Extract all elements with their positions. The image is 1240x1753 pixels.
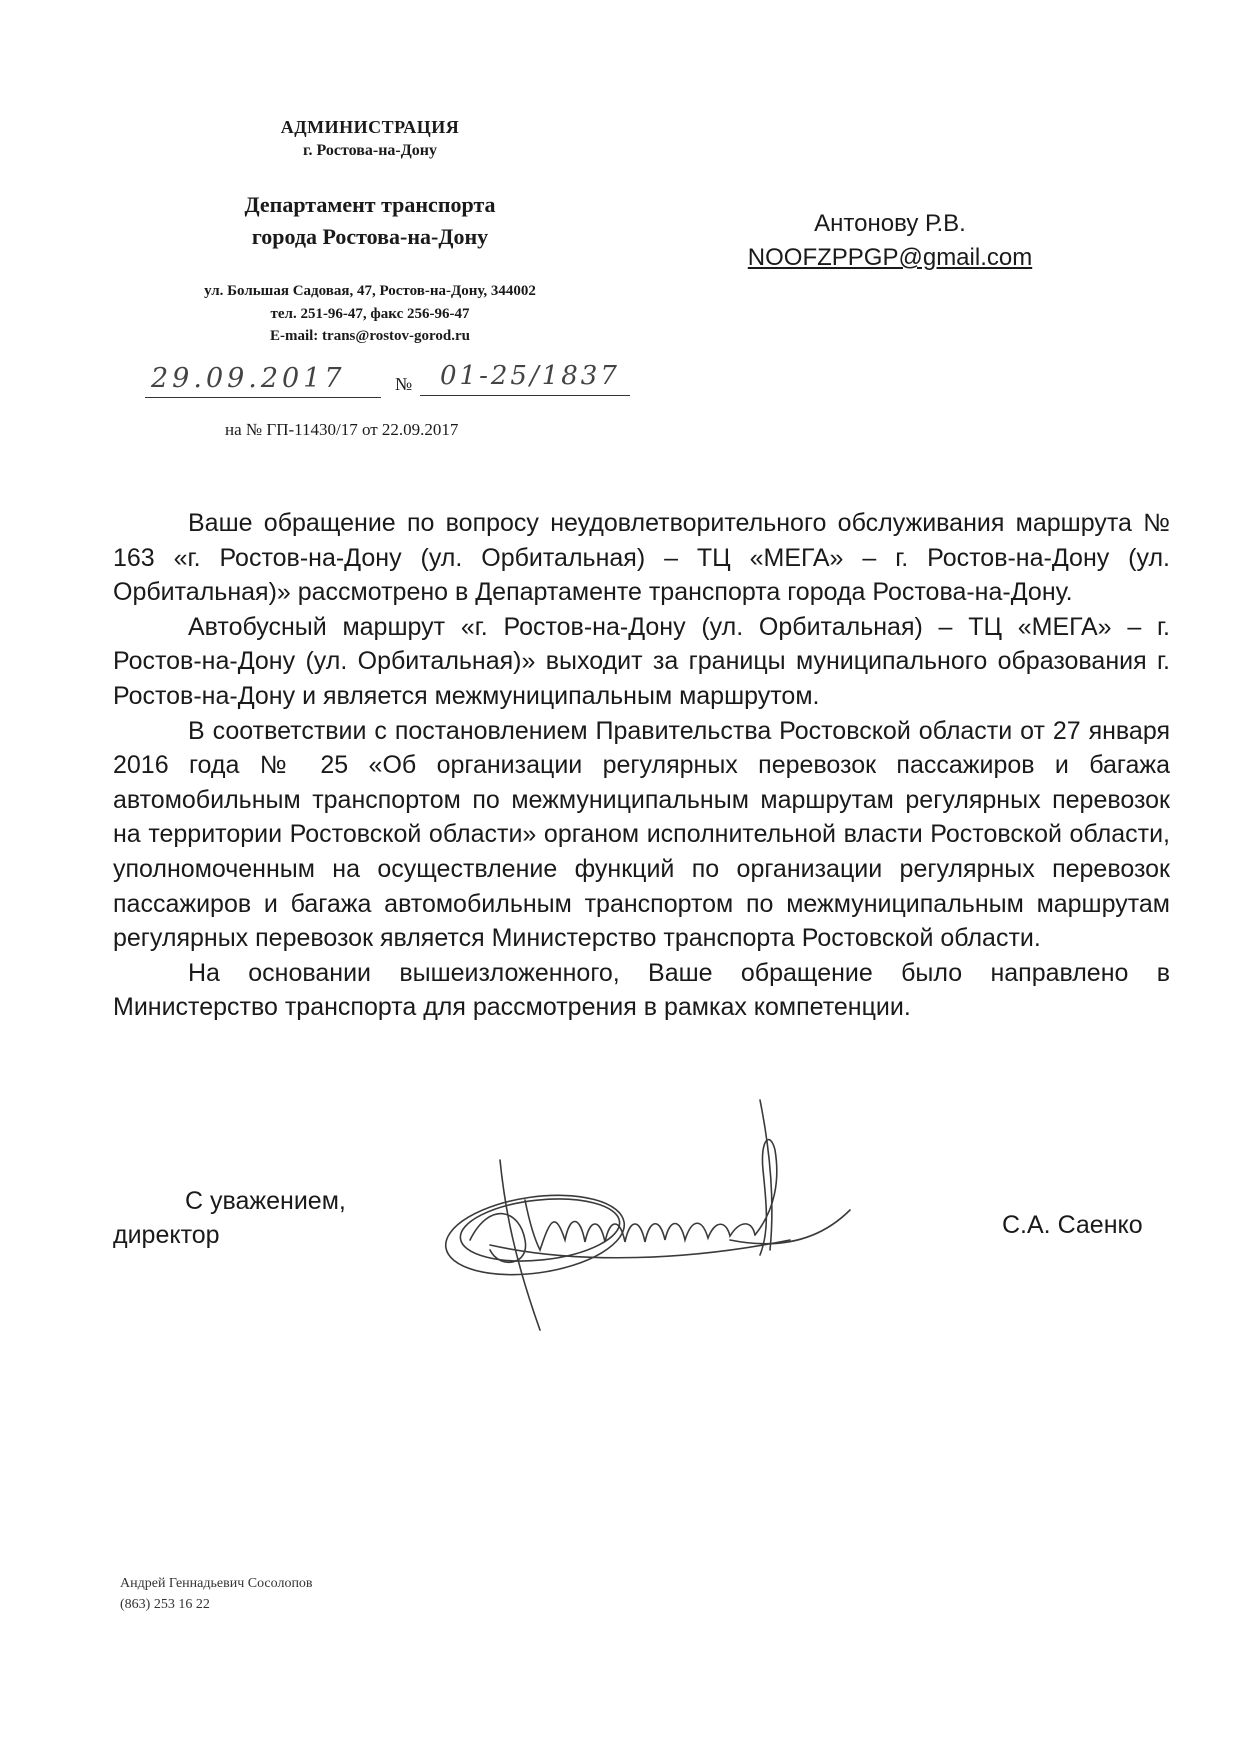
- letterhead-city: г. Ростова-на-Дону: [303, 142, 437, 159]
- registration-number: 01-25/1837: [420, 361, 630, 396]
- signer-name: С.А. Саенко: [1002, 1211, 1143, 1239]
- registration-date: 29.09.2017: [145, 363, 381, 398]
- handwritten-signature: [430, 1090, 900, 1350]
- recipient-email[interactable]: NOOFZPPGP@gmail.com: [747, 244, 1033, 271]
- body-paragraph-2: Автобусный маршрут «г. Ростов-на-Дону (ул. Орбитальная) – ТЦ «МЕГА» – г. Ростов-на-Дону (ул. Орбитальная)» выходит за границы муниципального образования г. Ростов-на-Дону и является межмуниципальным маршрутом.: [113, 612, 1170, 710]
- letterhead-phone: тел. 251-96-47, факс 256-96-47: [270, 306, 470, 322]
- letterhead-department-line2: города Ростова-на-Дону: [251, 224, 489, 249]
- closing-position: директор: [113, 1221, 220, 1249]
- registration-reference: на № ГП-11430/17 от 22.09.2017: [225, 420, 459, 439]
- letterhead-admin: АДМИНИСТРАЦИЯ: [280, 117, 460, 137]
- executor-name: Андрей Геннадьевич Сосолопов: [120, 1576, 313, 1591]
- letterhead-email: E-mail: trans@rostov-gorod.ru: [269, 328, 471, 344]
- registration-number-label: №: [395, 374, 413, 394]
- body-paragraph-1: Ваше обращение по вопросу неудовлетворительного обслуживания маршрута № 163 «г. Ростов-на-Дону (ул. Орбитальная) – ТЦ «МЕГА» – г. Ростов-на-Дону (ул. Орбитальная)» рассмотрено в Департаменте транспорта города Ростова-на-Дону.: [113, 509, 1170, 607]
- letterhead-department-line1: Департамент транспорта: [244, 192, 496, 217]
- closing-regards: С уважением,: [185, 1187, 346, 1215]
- body-paragraph-4: На основании вышеизложенного, Ваше обращение было направлено в Министерство транспорта для рассмотрения в рамках компетенции.: [113, 958, 1170, 1022]
- recipient-name: Антонову Р.В.: [814, 210, 966, 237]
- body-paragraph-3: В соответствии с постановлением Правительства Ростовской области от 27 января 2016 года № 25 «Об организации регулярных перевозок пассажиров и багажа автомобильным транспортом по межмуниципальным маршрутам регулярных перевозок на территории Ростовской области» органом исполнительной власти Ростовской области, уполномоченным на осуществление функций по организации регулярных перевозок пассажиров и багажа автомобильным транспортом по межмуниципальным маршрутам регулярных перевозок является Министерство транспорта Ростовской области.: [113, 716, 1170, 953]
- letterhead-address: ул. Большая Садовая, 47, Ростов-на-Дону, 344002: [204, 283, 536, 299]
- executor-phone: (863) 253 16 22: [120, 1597, 210, 1612]
- letter-body: [113, 506, 1170, 1025]
